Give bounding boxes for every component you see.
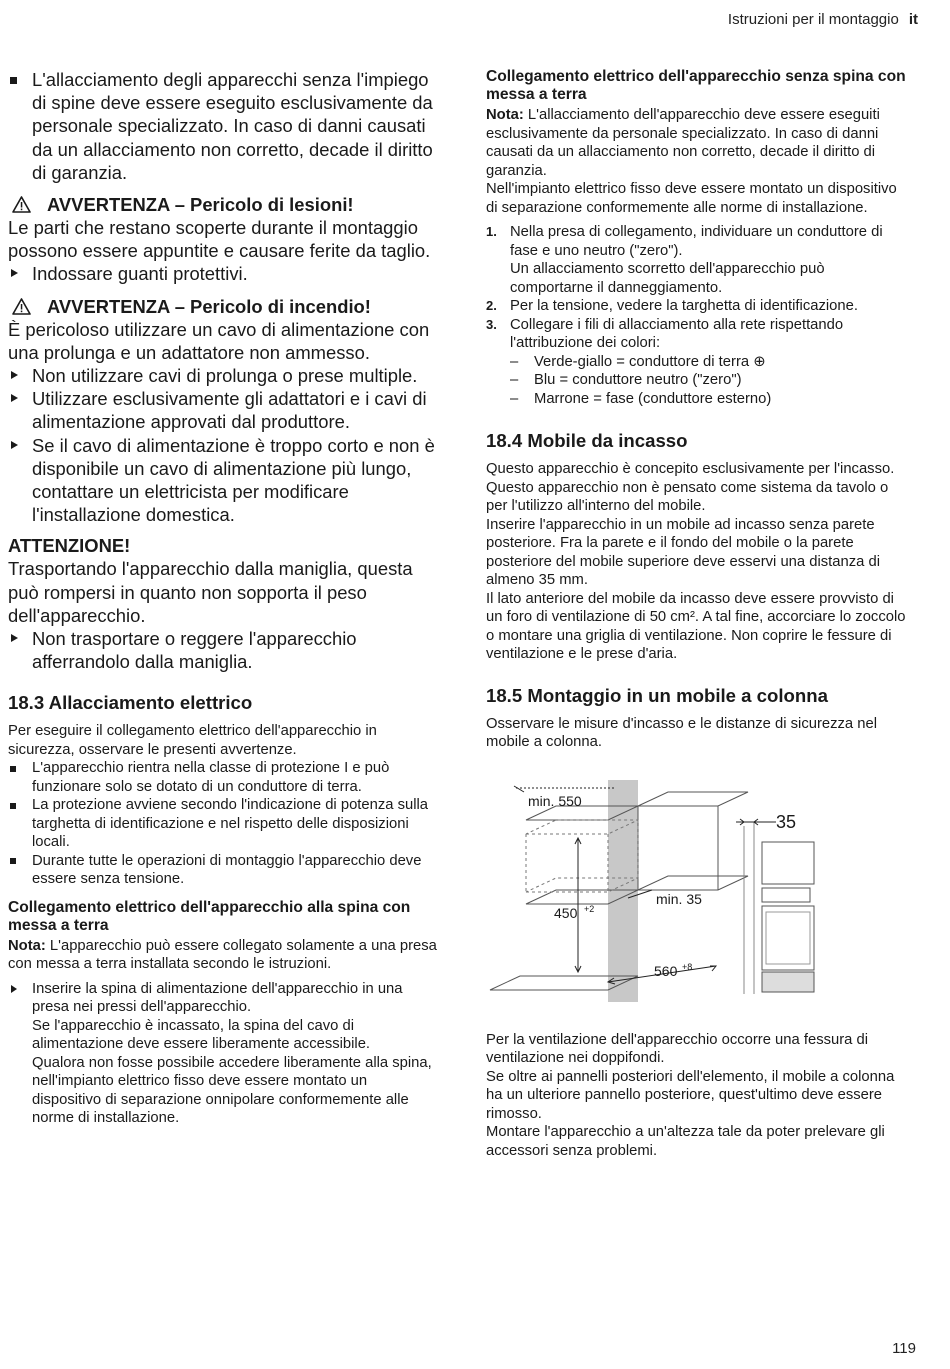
header-language: it: [908, 11, 918, 28]
left-column: [8, 68, 440, 1128]
dimension-width-tolerance: +8: [682, 961, 693, 972]
section-18-5-title: 18.5 Montaggio in un mobile a colonna: [486, 684, 828, 706]
color-assignment: – Marrone = fase (conduttore esterno): [486, 390, 910, 409]
note-text: L'allacciamento dell'apparecchio deve essere eseguiti esclusivamente da personale specializzato. In caso di danni causati da un allacciamento non corretto, decade il diritto di garanzia.: [486, 107, 880, 179]
section-18-4-title: 18.4 Mobile da incasso: [486, 430, 688, 451]
warning-fire-action: Utilizzare esclusivamente gli adattatori e i cavi di alimentazione approvati dal produttore.: [8, 387, 440, 433]
section-18-4-paragraph: Questo apparecchio è concepito esclusivamente per l'incasso. Questo apparecchio non è pensato come sistema da tavolo o per l'utilizzo all'interno del mobile.: [486, 461, 895, 514]
note-text: L'apparecchio può essere collegato solamente a una presa con messa a terra installata secondo le istruzioni.: [8, 937, 437, 973]
dimension-height-label: 450: [554, 904, 578, 921]
section-18-3-title: 18.3 Allacciamento elettrico: [8, 692, 253, 714]
note-label: Nota:: [8, 937, 46, 954]
step-number: 2.: [486, 298, 497, 313]
warning-fire-title: [8, 295, 440, 318]
cabinet-side-view: [736, 819, 814, 994]
plug-connection-action-line: Se l'apparecchio è incassato, la spina del cavo di alimentazione deve essere liberamente accessibile.: [32, 1017, 371, 1053]
section-18-3-bullet: L'apparecchio rientra nella classe di protezione I e può funzionare solo se dotato di un conduttore di terra.: [8, 759, 440, 796]
noplug-connection-paragraph: Nell'impianto elettrico fisso deve essere montato un dispositivo di separazione conformemente alle norme di installazione.: [486, 181, 897, 216]
warning-triangle-icon: [12, 298, 31, 315]
dimension-min-35-label: min. 35: [656, 890, 702, 907]
installation-diagram: [486, 772, 910, 1012]
attention-action: Non trasportare o reggere l'apparecchio afferrandolo dalla maniglia.: [8, 627, 440, 673]
color-assignment: – Blu = conduttore neutro ("zero"): [486, 371, 910, 390]
warning-triangle-icon: [12, 196, 31, 213]
noplug-connection-note: [486, 106, 910, 180]
section-18-5-paragraph: Per la ventilazione dell'apparecchio occorre una fessura di ventilazione nei doppifondi.: [486, 1031, 869, 1066]
noplug-connection-title: Collegamento elettrico dell'apparecchio senza spina con messa a terra: [486, 68, 906, 103]
dimension-width-label: 560: [654, 962, 678, 979]
color-assignment: – Verde-giallo = conduttore di terra ⊕: [486, 353, 910, 372]
header-title: Istruzioni per il montaggio: [727, 11, 899, 28]
intro-bullet: L'allacciamento degli apparecchi senza l'impiego di spine deve essere eseguito esclusivamente da personale specializzato. In caso di danni causati da un allacciamento non corretto, decade il diritto di garanzia.: [8, 68, 440, 184]
section-18-4-paragraph: Inserire l'apparecchio in un mobile ad incasso senza parete posteriore. Fra la parete e il fondo del mobile o la parete posteriore del mobile superiore deve esservi una distanza di almeno 35 mm.: [486, 516, 880, 588]
page-number: 119: [892, 1340, 916, 1357]
section-18-4-paragraph: Il lato anteriore del mobile da incasso deve essere provvisto di un foro di ventilazione di 50 cm². A tal fine, accorciare lo zoccolo o montare una griglia di ventilazione. Non coprire le fessure di ventilazione e le prese d'aria.: [486, 590, 906, 662]
step-line: Per la tensione, vedere la targhetta di identificazione.: [510, 298, 858, 314]
warning-fire-text: È pericoloso utilizzare un cavo di alimentazione con una prolunga e un adattatore non ammesso.: [8, 318, 430, 363]
warning-injury-text: Le parti che restano scoperte durante il montaggio possono essere appuntite e causare ferite da taglio.: [8, 217, 431, 262]
plug-connection-action-line: Inserire la spina di alimentazione dell'apparecchio in una presa nei pressi dell'apparecchio.: [32, 980, 403, 1016]
warning-injury-title-text: AVVERTENZA – Pericolo di lesioni!: [47, 194, 354, 216]
step-line: Un allacciamento scorretto dell'apparecchio può comportarne il danneggiamento.: [510, 261, 825, 296]
dimension-35-label: 35: [776, 811, 797, 832]
attention-title: ATTENZIONE!: [8, 535, 131, 557]
warning-fire-action: Non utilizzare cavi di prolunga o prese multiple.: [8, 364, 440, 387]
page-header: [728, 11, 918, 28]
plug-connection-note: [8, 937, 440, 974]
warning-fire-title-text: AVVERTENZA – Pericolo di incendio!: [47, 295, 371, 317]
section-18-3-bullet: Durante tutte le operazioni di montaggio l'apparecchio deve essere senza tensione.: [8, 852, 440, 889]
plug-connection-action-line: Qualora non fosse possibile accedere liberamente alla spina, nell'impianto elettrico fisso deve essere montato un dispositivo di separazione onnipolare conformemente alle norme di installazione.: [32, 1054, 432, 1127]
warning-injury-title: [8, 193, 440, 216]
numbered-step: [486, 297, 910, 316]
step-line: Collegare i fili di allacciamento alla rete rispettando l'attribuzione dei colori:: [510, 316, 844, 351]
numbered-step: [486, 223, 910, 297]
section-18-5-paragraph: Montare l'apparecchio a un'altezza tale da poter prelevare gli accessori senza problemi.: [486, 1124, 885, 1159]
warning-fire-action: Se il cavo di alimentazione è troppo corto e non è disponibile un cavo di alimentazione più lungo, contattare un elettricista per modificare l'installazione domestica.: [8, 434, 440, 527]
section-18-3-intro: Per eseguire il collegamento elettrico dell'apparecchio in sicurezza, osservare le presenti avvertenze.: [8, 723, 377, 758]
step-number: 3.: [486, 316, 497, 332]
dimension-min-550-label: min. 550: [528, 792, 582, 809]
warning-injury-action: Indossare guanti protettivi.: [8, 262, 440, 285]
section-18-5-paragraph: Se oltre ai pannelli posteriori dell'elemento, il mobile a colonna ha un ulteriore pannello posteriore, quest'ultimo deve essere rimosso.: [486, 1068, 895, 1122]
note-label: Nota:: [486, 107, 524, 123]
section-18-5-intro: Osservare le misure d'incasso e le distanze di sicurezza nel mobile a colonna.: [486, 715, 878, 750]
attention-text: Trasportando l'apparecchio dalla maniglia, questa può rompersi in quanto non sopporta il peso dell'apparecchio.: [8, 558, 413, 626]
plug-connection-action: [8, 980, 440, 1128]
plug-connection-title: Collegamento elettrico dell'apparecchio alla spina con messa a terra: [8, 898, 411, 934]
numbered-step: [486, 316, 910, 353]
dimension-height-tolerance: +2: [584, 903, 595, 914]
step-line: Nella presa di collegamento, individuare un conduttore di fase e uno neutro ("zero").: [510, 224, 883, 259]
step-number: 1.: [486, 224, 497, 239]
right-column: [486, 68, 910, 1160]
section-18-3-bullet: La protezione avviene secondo l'indicazione di potenza sulla targhetta di identificazione e nel rispetto delle disposizioni locali.: [8, 796, 440, 852]
